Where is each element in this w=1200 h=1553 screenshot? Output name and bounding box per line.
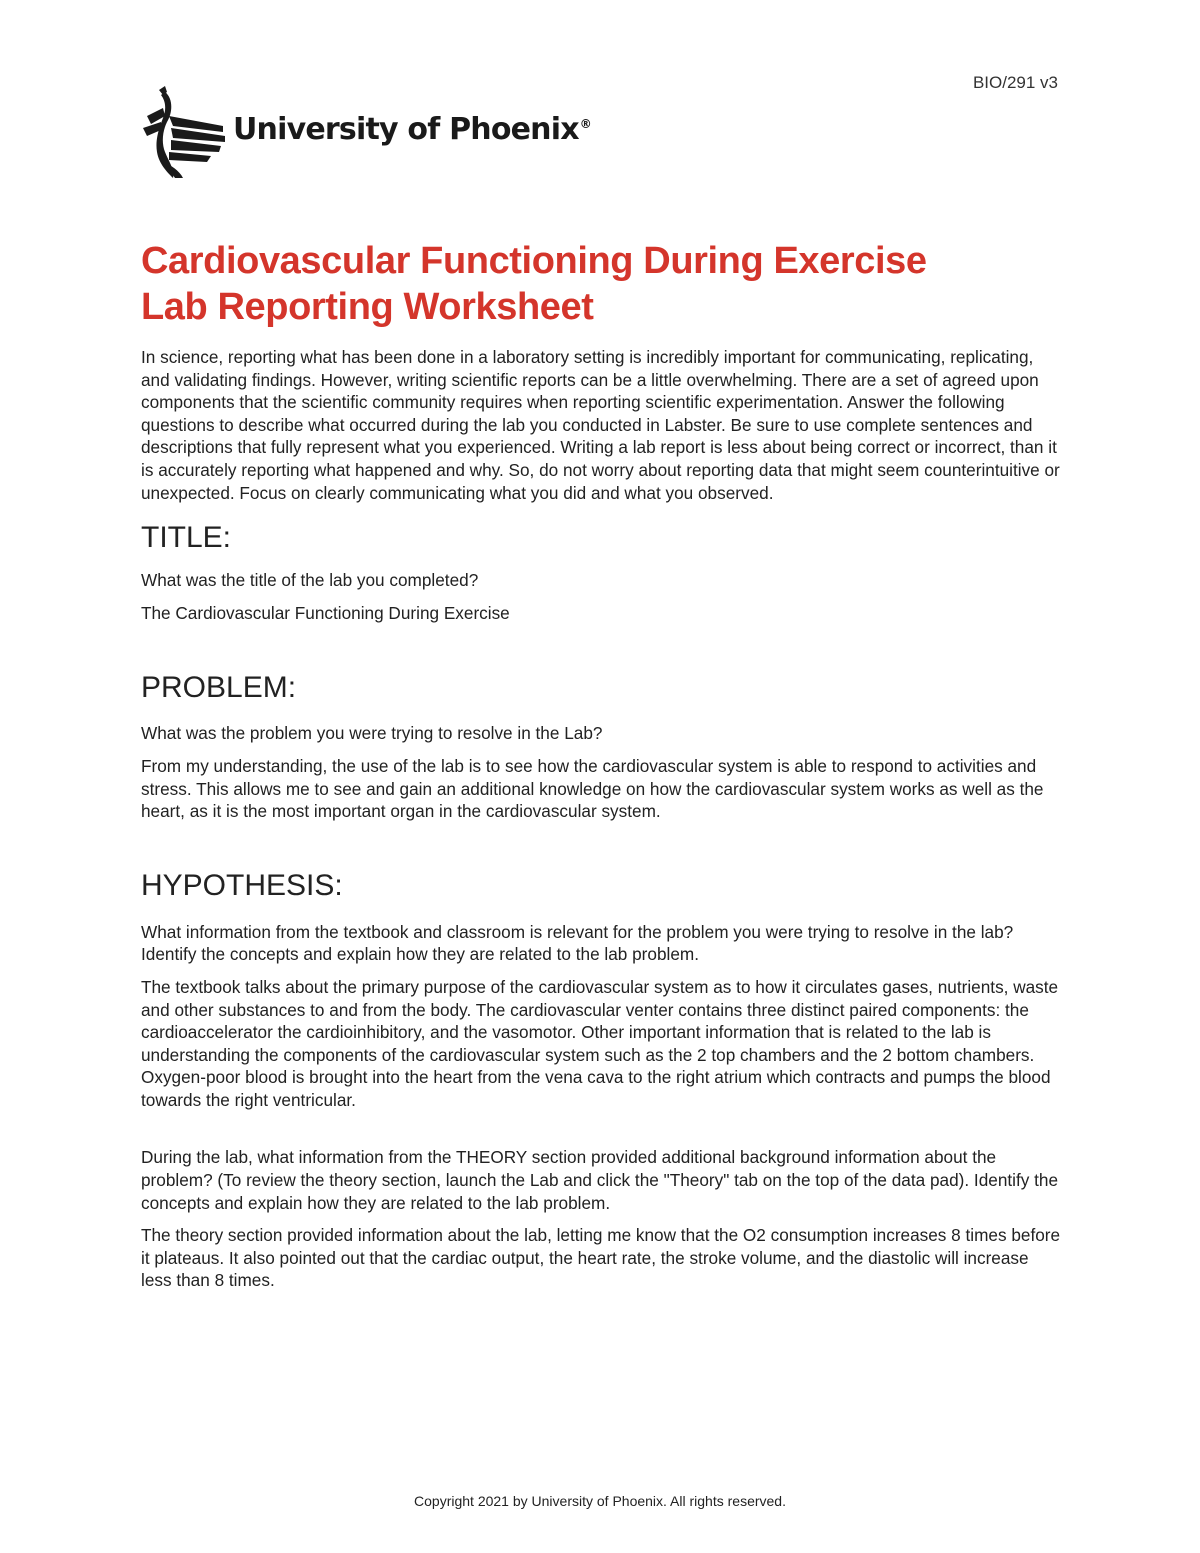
section-heading-hypothesis: HYPOTHESIS: (141, 868, 343, 902)
problem-answer: From my understanding, the use of the lab is to see how the cardiovascular system is able to respond to activities and stress. This allows me to see and gain an additional knowledge on how the cardiovascular system works as well as the heart, as it is the most important organ in the cardiovascular system. (141, 755, 1044, 822)
registered-mark: ® (579, 116, 591, 131)
title-answer: The Cardiovascular Functioning During Exercise (141, 602, 510, 623)
title-line-2: Lab Reporting Worksheet (141, 286, 594, 328)
hypothesis-answer-1: The textbook talks about the primary purpose of the cardiovascular system as to how it circulates gases, nutrients, waste and other substances to and from the body. The cardiovascular venter contains three distinct paired components: the cardioaccelerator the cardioinhibitory, and the vasomotor. Other important information that is related to the lab is understanding the components of the cardiovascular system such as the 2 top chambers and the 2 bottom chambers. Oxygen-poor blood is brought into the heart from the vena cava to the right atrium which contracts and pumps the blood towards the right ventricular. (141, 976, 1059, 1110)
document-title (141, 238, 1063, 330)
section-heading-problem: PROBLEM: (141, 671, 297, 705)
logo-wordmark: University of Phoenix® (233, 111, 591, 147)
section-heading-title: TITLE: (141, 521, 232, 555)
title-question: What was the title of the lab you completed? (141, 570, 479, 591)
hypothesis-question-2: During the lab, what information from the THEORY section provided additional background information about the problem? (To review the theory section, launch the Lab and click the "Theory" tab on the top of the data pad). Identify the concepts and explain how they are related to the lab problem. (141, 1147, 1059, 1213)
copyright-footer: Copyright 2021 by University of Phoenix. All rights reserved. (414, 1493, 786, 1509)
hypothesis-question-1: What information from the textbook and classroom is relevant for the problem you were trying to resolve in the lab? Identify the concepts and explain how they are related to the lab problem. (141, 921, 1014, 965)
phoenix-bird-icon (143, 86, 229, 178)
problem-question: What was the problem you were trying to resolve in the Lab? (141, 723, 603, 744)
course-code: BIO/291 v3 (972, 73, 1058, 92)
hypothesis-answer-2: The theory section provided information about the lab, letting me know that the O2 consumption increases 8 times before it plateaus. It also pointed out that the cardiac output, the heart rate, the stroke volume, and the diastolic will increase less than 8 times. (141, 1225, 1061, 1291)
university-logo (143, 86, 591, 178)
title-line-1: Cardiovascular Functioning During Exercise (141, 240, 927, 282)
worksheet-content (141, 238, 1063, 1292)
intro-paragraph: In science, reporting what has been done in a laboratory setting is incredibly important for communicating, replicating, and validating findings. However, writing scientific reports can be a little overwhelming. There are a set of agreed upon components that the scientific community requires when reporting scientific experimentation. Answer the following questions to describe what occurred during the lab you conducted in Labster. Be sure to use complete sentences and descriptions that fully represent what you experienced. Writing a lab report is less about being correct or incorrect, than it is accurately reporting what happened and why. So, do not worry about reporting data that might seem counterintuitive or unexpected. Focus on clearly communicating what you did and what you observed. (141, 347, 1060, 503)
